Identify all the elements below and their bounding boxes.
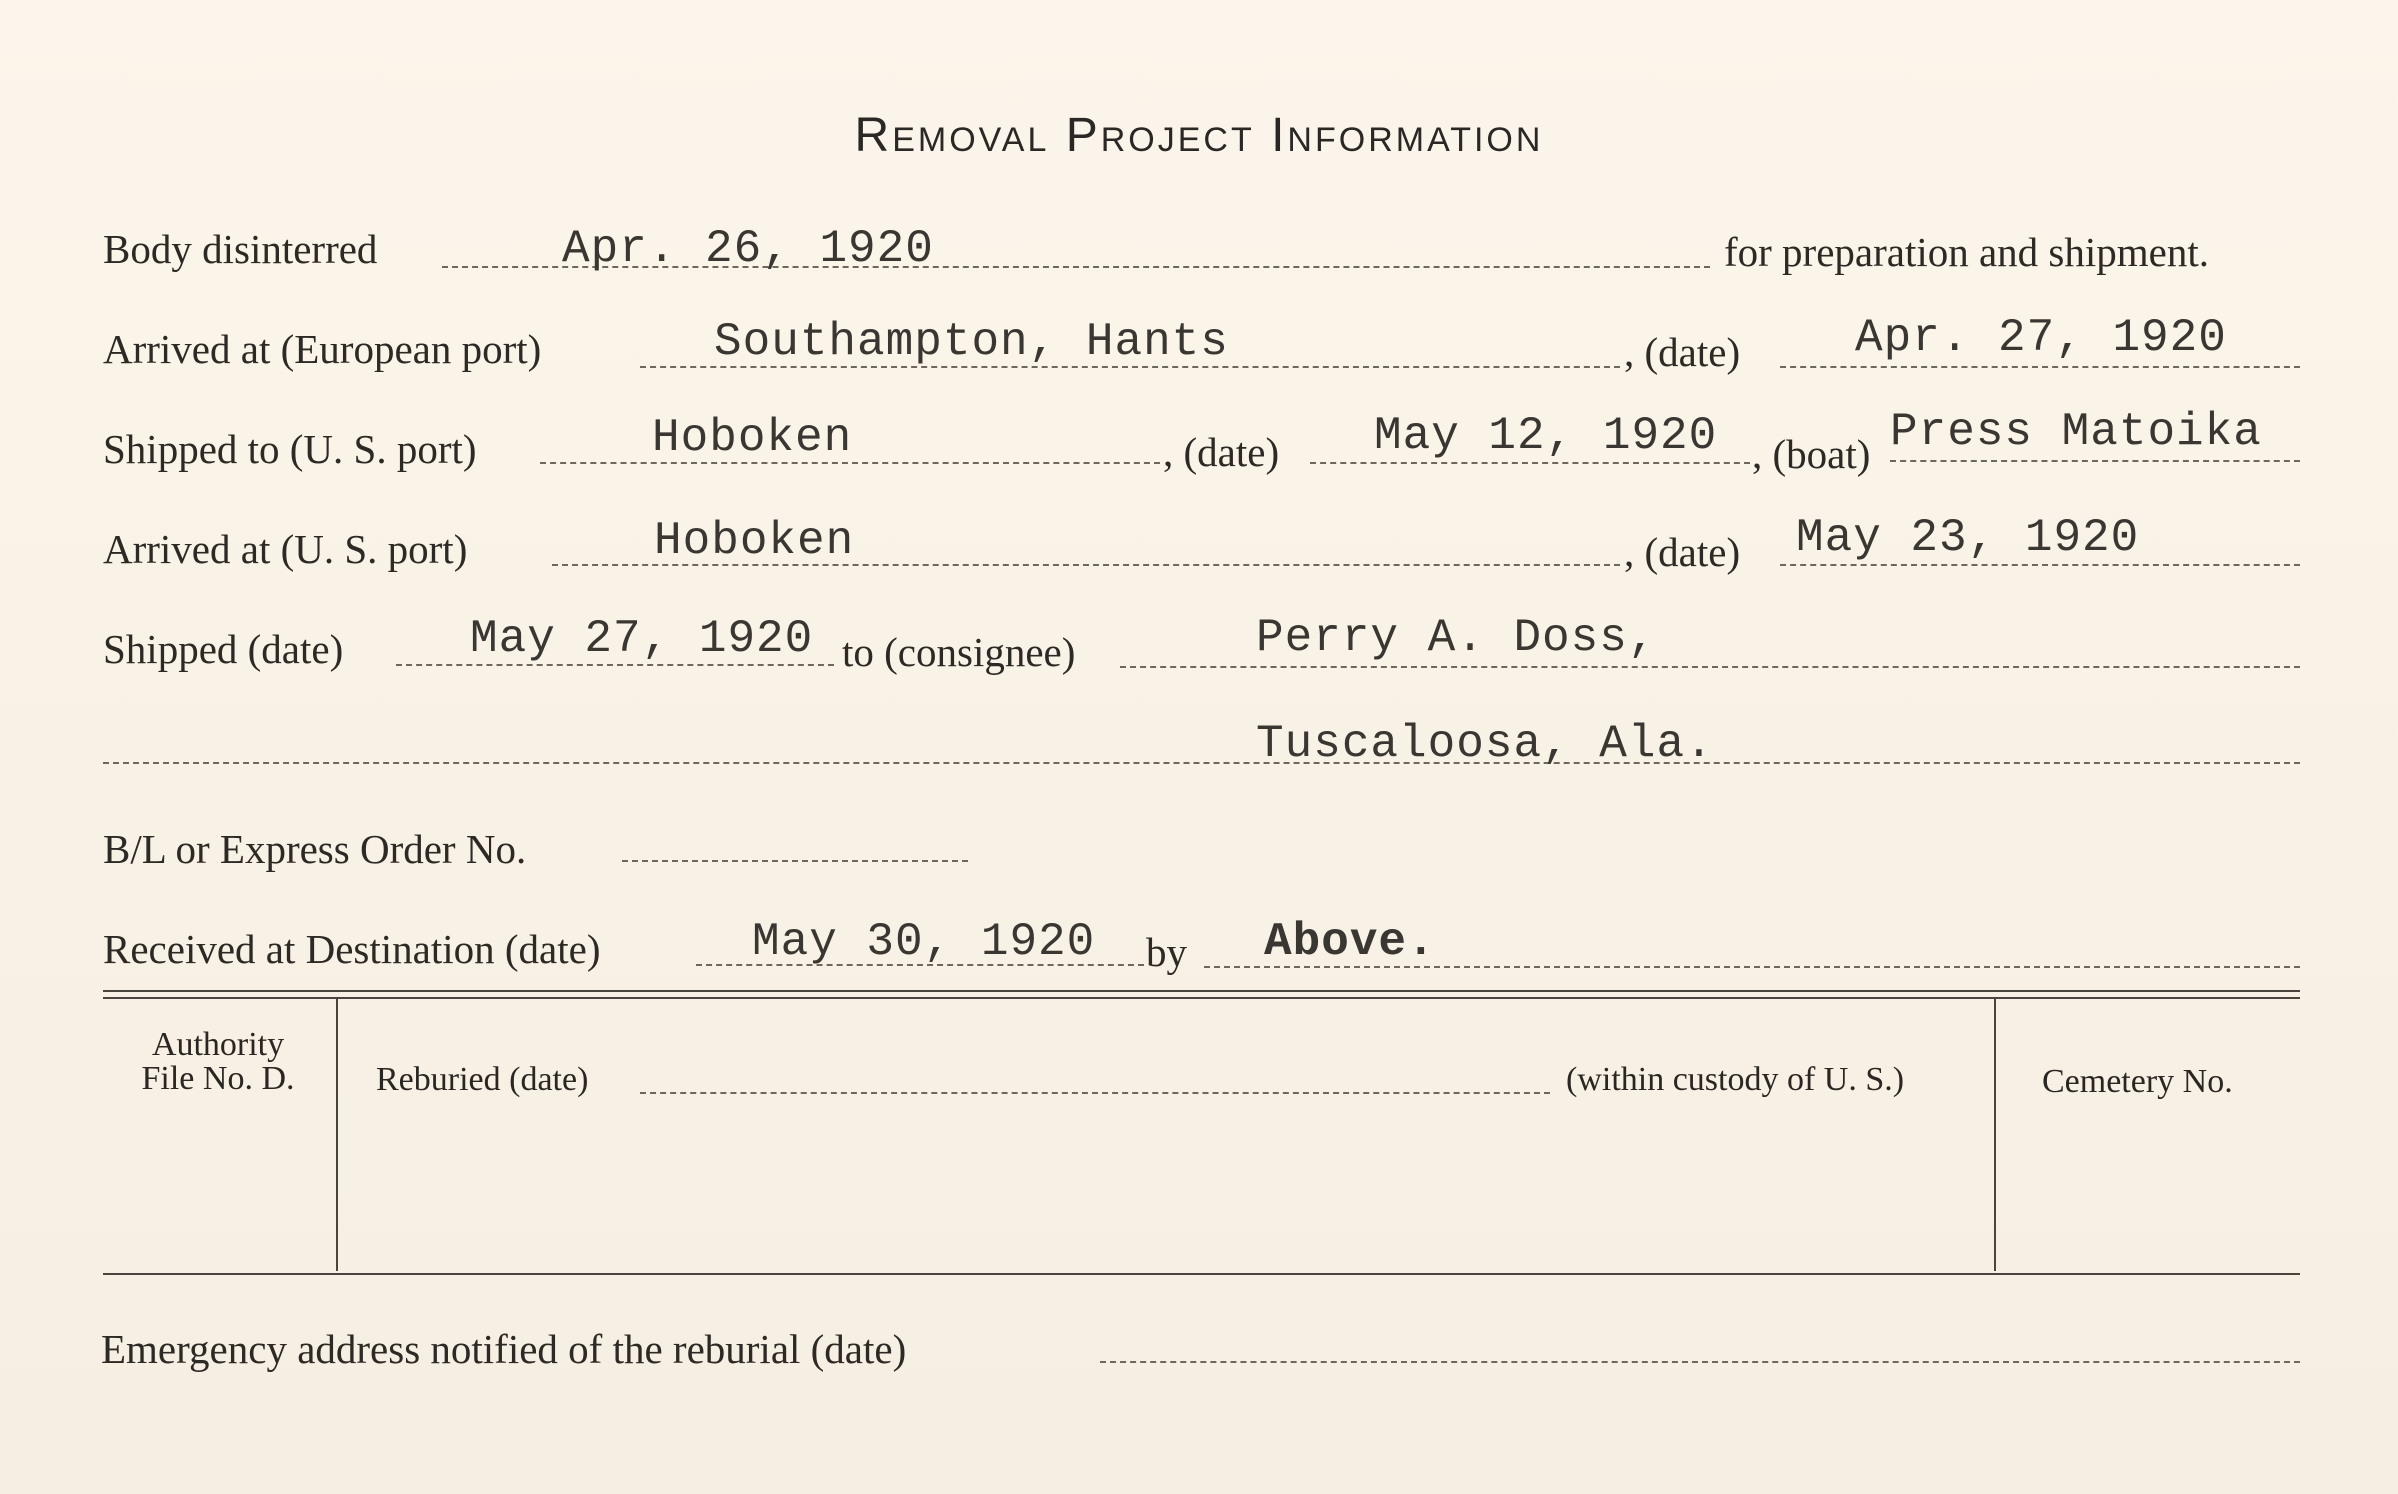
arrived-european-label: Arrived at (European port) xyxy=(103,326,542,372)
shipped-date-label: Shipped (date) xyxy=(103,626,344,672)
consignee-name: Perry A. Doss, xyxy=(1256,612,1657,664)
authority-label: Authority xyxy=(151,1026,285,1063)
arrived-us-date-label: , (date) xyxy=(1624,529,1741,575)
shipped-us-label: Shipped to (U. S. port) xyxy=(103,426,477,472)
received-date-value: May 30, 1920 xyxy=(752,916,1096,968)
consignee-city: Tuscaloosa, Ala. xyxy=(1256,718,1714,770)
emergency-label: Emergency address notified of the reburial (date) xyxy=(101,1326,907,1372)
authority-cell xyxy=(103,1028,333,1096)
arrived-european-value: Southampton, Hants xyxy=(714,316,1229,368)
bl-order-line xyxy=(622,860,968,862)
shipped-date-value: May 27, 1920 xyxy=(470,613,814,665)
consignee-line xyxy=(1120,666,2300,668)
card-title: Removal Project Information xyxy=(854,109,1544,162)
emergency-line xyxy=(1100,1361,2300,1363)
consignee-address-line xyxy=(103,762,2300,764)
table-top-rule xyxy=(103,990,2300,992)
arrived-us-date-value: May 23, 1920 xyxy=(1796,512,2140,564)
reburied-label: Reburied (date) xyxy=(376,1061,589,1098)
reburied-line xyxy=(640,1092,1550,1094)
table-bottom-rule xyxy=(103,1273,2300,1275)
cemetery-label: Cemetery No. xyxy=(2042,1063,2233,1100)
shipped-us-boat-line xyxy=(1890,460,2300,462)
arrived-us-label: Arrived at (U. S. port) xyxy=(103,526,468,572)
body-disinterred-label: Body disinterred xyxy=(103,226,378,272)
body-disinterred-suffix: for preparation and shipment. xyxy=(1724,229,2210,275)
arrived-us-value: Hoboken xyxy=(654,515,855,567)
received-label: Received at Destination (date) xyxy=(103,926,601,972)
table-top-rule-double xyxy=(103,997,2300,999)
custody-label: (within custody of U. S.) xyxy=(1566,1061,1905,1098)
arrived-european-date-value: Apr. 27, 1920 xyxy=(1855,312,2227,364)
shipped-us-boat-value: Press Matoika xyxy=(1890,406,2262,458)
table-divider-left xyxy=(336,998,338,1271)
bl-order-label: B/L or Express Order No. xyxy=(103,826,527,872)
authority-file-label: File No. D. xyxy=(141,1060,295,1097)
shipped-us-boat-label: , (boat) xyxy=(1752,431,1871,477)
table-divider-right xyxy=(1994,998,1996,1271)
arrived-us-date-line xyxy=(1780,564,2300,566)
arrived-european-date-line xyxy=(1780,366,2300,368)
consignee-label: to (consignee) xyxy=(842,629,1076,675)
received-by-value: Above. xyxy=(1264,916,1436,968)
shipped-us-date-line xyxy=(1310,462,1750,464)
arrived-european-date-label: , (date) xyxy=(1624,329,1741,375)
body-disinterred-value: Apr. 26, 1920 xyxy=(562,223,934,275)
shipped-us-date-label: , (date) xyxy=(1163,429,1280,475)
shipped-us-date-value: May 12, 1920 xyxy=(1374,410,1718,462)
received-by-label: by xyxy=(1146,929,1187,975)
shipped-us-value: Hoboken xyxy=(652,412,853,464)
